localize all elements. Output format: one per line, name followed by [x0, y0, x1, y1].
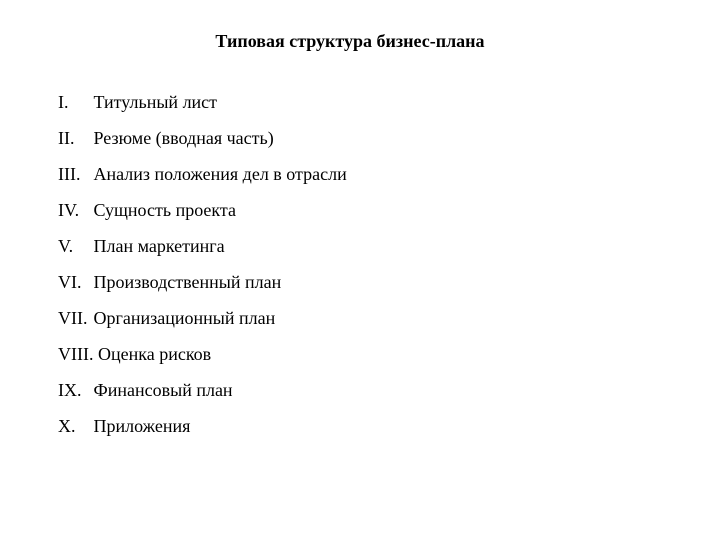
item-number: V.: [58, 236, 74, 256]
item-number: VII.: [58, 308, 88, 328]
item-number: IV.: [58, 200, 80, 220]
item-number: I.: [58, 92, 69, 112]
item-text: План маркетинга: [93, 236, 225, 256]
item-number: II.: [58, 128, 75, 148]
item-number: VI.: [58, 272, 82, 292]
outline-item-9: [58, 378, 678, 414]
item-text: Приложения: [93, 416, 191, 436]
outline-item-8: [58, 342, 678, 378]
outline-item-4: [58, 198, 678, 234]
item-text: Сущность проекта: [93, 200, 236, 220]
item-text: Производственный план: [93, 272, 282, 292]
outline-item-10: [58, 414, 678, 450]
document-title: Типовая структура бизнес-плана: [215, 31, 485, 51]
item-text: Резюме (вводная часть): [93, 128, 274, 148]
item-text: Оценка рисков: [97, 344, 212, 364]
item-text: Анализ положения дел в отрасли: [93, 164, 347, 184]
item-text: Организационный план: [93, 308, 276, 328]
item-text: Финансовый план: [93, 380, 233, 400]
item-number: IX.: [58, 380, 82, 400]
outline-item-2: [58, 126, 678, 162]
outline-item-3: [58, 162, 678, 198]
outline-item-7: [58, 306, 678, 342]
business-plan-outline: [58, 90, 678, 450]
item-number: X.: [58, 416, 76, 436]
item-number: VIII.: [58, 344, 94, 364]
outline-item-5: [58, 234, 678, 270]
item-number: III.: [58, 164, 81, 184]
item-text: Титульный лист: [93, 92, 218, 112]
outline-item-1: [58, 90, 678, 126]
outline-item-6: [58, 270, 678, 306]
